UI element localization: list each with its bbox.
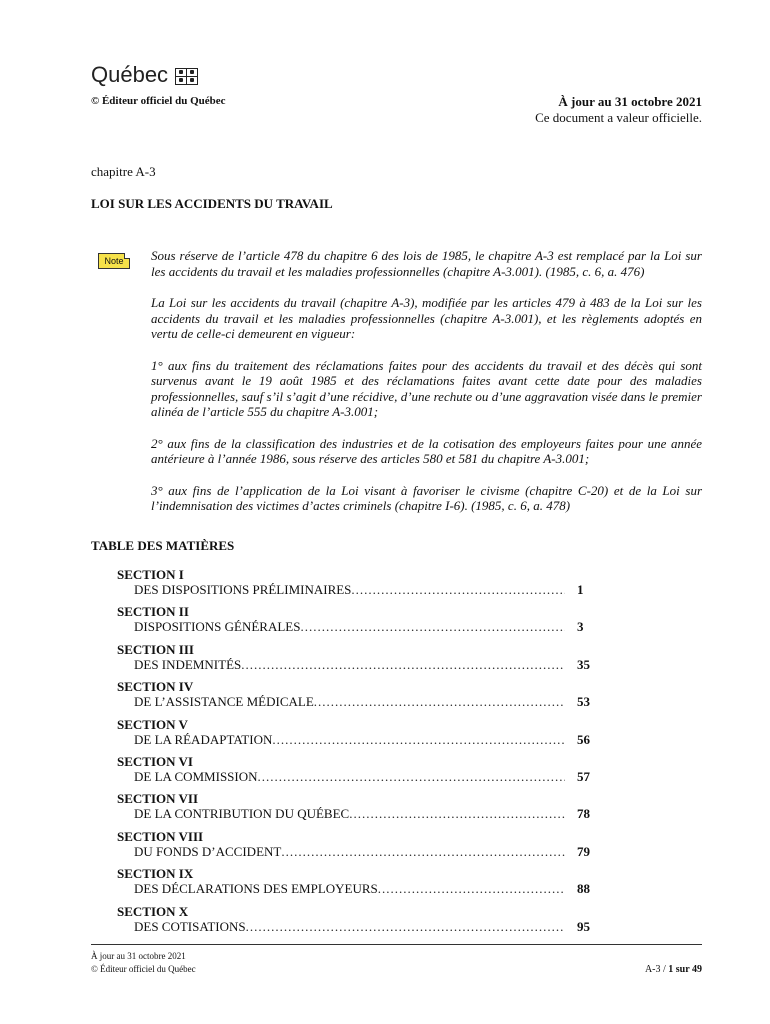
update-date: À jour au 31 octobre 2021 [558,94,702,109]
section-label: SECTION I [117,567,184,582]
dot-leader [378,881,565,896]
quebec-flag-icon [175,68,198,85]
toc-entry[interactable] [117,604,597,641]
section-title[interactable]: DES DISPOSITIONS PRÉLIMINAIRES [134,582,352,597]
section-label: SECTION VI [117,753,193,769]
footer-info [91,950,196,976]
section-title[interactable]: DE LA RÉADAPTATION [134,731,273,747]
note-paragraph: 1° aux fins du traitement des réclamations faites pour des accidents du travail et des décès qui sont survenus avant le 19 août 1985 et des réclamations faites avant cette date pour des maladies professionnelles, sauf s’il s’agit d’une récidive, d’une rechute ou d’une aggravation visée dans le premier alinéa de l’article 555 du chapitre A-3.001; [151,357,702,419]
section-title[interactable]: DE LA COMMISSION [134,768,258,784]
section-title[interactable]: DE LA CONTRIBUTION DU QUÉBEC [134,806,350,822]
document-status [535,94,702,126]
dot-leader [272,732,565,747]
dot-leader [281,844,565,859]
dot-leader [258,769,565,784]
note-paragraph: 3° aux fins de l’application de la Loi visant à favoriser le civisme (chapitre C-20) et de la Loi sur l’indemnisation des victimes d’actes criminels (chapitre I-6). (1985, c. 6, a. 478) [151,482,702,513]
dot-leader [351,582,565,597]
section-label: SECTION V [117,716,188,732]
section-label: SECTION VII [117,791,199,807]
toc-entry[interactable] [117,829,597,866]
section-label: SECTION II [117,604,189,620]
chapter-ref: A-3 / [644,964,669,975]
section-label: SECTION III [117,641,194,657]
toc-entry[interactable] [117,754,597,791]
section-page-number[interactable]: 35 [577,656,590,672]
section-label: SECTION VIII [117,828,204,844]
dot-leader [246,919,565,934]
chapter-number: chapitre A-3 [91,164,156,179]
editorial-notes [151,248,702,530]
toc-entry[interactable] [117,904,597,941]
dot-leader [349,806,565,821]
section-title[interactable]: DU FONDS D’ACCIDENT [134,843,282,859]
page-count: 1 sur 49 [668,964,702,975]
footer-editor: © Éditeur officiel du Québec [91,964,196,974]
section-title[interactable]: DISPOSITIONS GÉNÉRALES [134,619,301,635]
section-page-number[interactable]: 95 [577,918,590,934]
section-title[interactable]: DES COTISATIONS [134,918,246,934]
section-page-number[interactable]: 56 [577,731,590,747]
editor-header: © Éditeur officiel du Québec [91,95,226,107]
official-value-notice: Ce document a valeur officielle. [535,110,702,125]
toc-entry[interactable] [117,791,597,828]
section-page-number[interactable]: 78 [577,806,590,822]
law-title: LOI SUR LES ACCIDENTS DU TRAVAIL [91,196,333,211]
note-icon: Note [98,253,130,269]
note-paragraph: Sous réserve de l’article 478 du chapitre 6 des lois de 1985, le chapitre A-3 est remplacé par la Loi sur les accidents du travail et les maladies professionnelles (chapitre A-3.001). (1985, c. 6, a. 476) [151,248,702,279]
section-page-number[interactable]: 53 [577,694,590,710]
section-page-number[interactable]: 3 [577,619,584,635]
section-label: SECTION IV [117,679,194,695]
section-label: SECTION IX [117,866,194,882]
section-title[interactable]: DE L’ASSISTANCE MÉDICALE [134,694,314,710]
table-of-contents [117,567,597,941]
page-indicator [645,964,702,975]
dot-leader [300,619,565,634]
quebec-logo [91,62,198,88]
logo-text: Québec [91,62,169,87]
section-page-number[interactable]: 79 [577,843,590,859]
dot-leader [241,657,565,672]
note-paragraph: 2° aux fins de la classification des industries et de la cotisation des employeurs faites pour une année antérieure à l’année 1986, sous réserve des articles 580 et 581 du chapitre A-3.001; [151,435,702,466]
note-paragraph: La Loi sur les accidents du travail (chapitre A-3), modifiée par les articles 479 à 483 de la Loi sur les accidents du travail et les maladies professionnelles (chapitre A-3.001), et les règlements adoptés en vertu de celle-ci demeurent en vigueur: [151,295,702,341]
section-page-number[interactable]: 57 [577,768,590,784]
footer-date: À jour au 31 octobre 2021 [91,951,186,961]
toc-entry[interactable] [117,866,597,903]
toc-heading: TABLE DES MATIÈRES [91,538,235,553]
section-title[interactable]: DES DÉCLARATIONS DES EMPLOYEURS [134,881,378,897]
section-page-number[interactable]: 1 [577,582,584,597]
toc-entry[interactable] [117,642,597,679]
toc-entry[interactable] [117,717,597,754]
section-title[interactable]: DES INDEMNITÉS [134,656,242,672]
section-page-number[interactable]: 88 [577,881,590,897]
toc-entry[interactable] [117,679,597,716]
footer-divider [91,944,702,945]
toc-entry[interactable] [117,567,597,604]
dot-leader [314,694,565,709]
section-label: SECTION X [117,903,189,919]
